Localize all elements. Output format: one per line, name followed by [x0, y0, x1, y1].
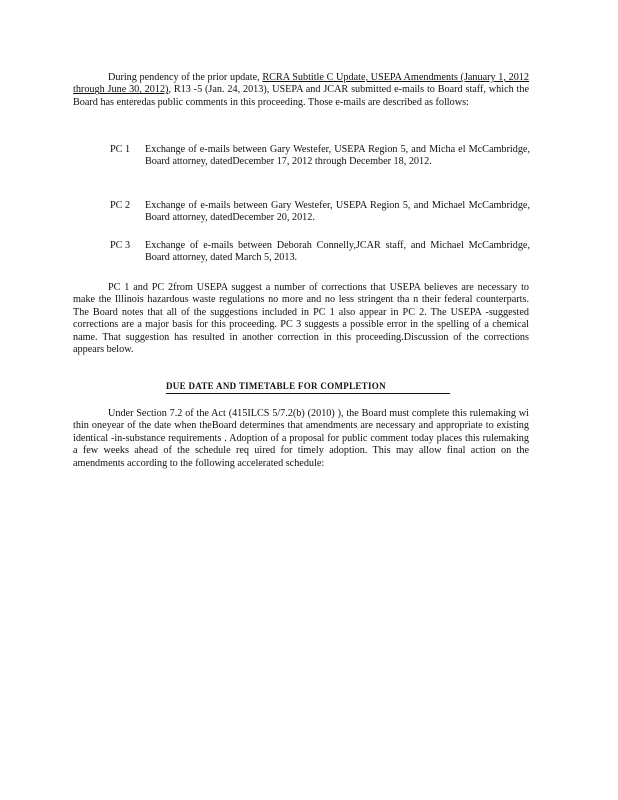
intro-text-start: During pendency of the prior update,: [108, 72, 263, 83]
intro-paragraph: [73, 72, 529, 109]
intro-text-end: , R13 -5 (Jan. 24, 2013), USEPA and JCAR submitted e-mails to Board staff, which the Board has enteredas public comments in this proceeding. Those e-mails are described as follows:: [73, 84, 529, 108]
prior-update-citation: RCRA Subtitle C Update, USEPA Amendments (January 1, 2012 through June 30, 2012): [73, 72, 529, 96]
corrections-paragraph: PC 1 and PC 2from USEPA suggest a number of corrections that USEPA believes are necessary to make the Illinois hazardous waste regulations no more and no less stringent tha n their federal counterparts. The Board notes that all of the suggestions included in PC 1 also appear in PC 2. The USEPA -suggested corrections are a major basis for this proceeding. PC 3 suggests a possible error in the spelling of a chemical name. That suggestion has resulted in another correction in this proceeding.Discussion of the corrections appears below.: [73, 282, 529, 356]
timetable-paragraph: Under Section 7.2 of the Act (415ILCS 5/7.2(b) (2010) ), the Board must complete this rulemaking wi thin oneyear of the date when theBoard determines that amendments are necessary and appropriate to existing identical -in-substance requirements . Adoption of a proposal for public comment today places this rulemaking a few weeks ahead of the schedule req uired for timely adoption. This may allow final action on the amendments according to the following accelerated schedule:: [73, 408, 529, 469]
pc-item-text: Exchange of e-mails between Gary Westefer, USEPA Region 5, and Michael McCambridge, Board attorney, datedDecember 20, 2012.: [145, 200, 530, 224]
pc-item-label: PC 1: [110, 144, 131, 155]
pc-item-label: PC 2: [110, 200, 131, 211]
pc-item-text: Exchange of e-mails between Deborah Connelly,JCAR staff, and Michael McCambridge, Board attorney, dated March 5, 2013.: [145, 240, 530, 264]
pc-item-label: PC 3: [110, 240, 131, 251]
section-heading: DUE DATE AND TIMETABLE FOR COMPLETION: [166, 380, 450, 394]
pc-item-text: Exchange of e-mails between Gary Westefer, USEPA Region 5, and Micha el McCambridge, Board attorney, datedDecember 17, 2012 through December 18, 2012.: [145, 144, 530, 168]
